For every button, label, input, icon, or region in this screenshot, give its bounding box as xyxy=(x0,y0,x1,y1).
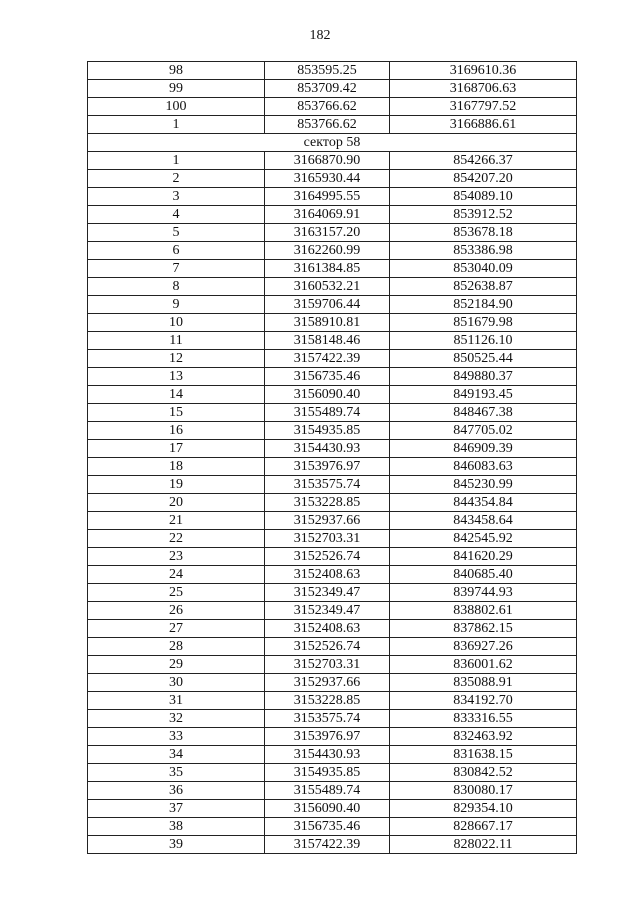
coordinate-b-cell: 844354.84 xyxy=(390,494,577,512)
coordinate-b-cell: 830842.52 xyxy=(390,764,577,782)
coordinate-a-cell: 3152349.47 xyxy=(265,602,390,620)
point-number-cell: 99 xyxy=(88,80,265,98)
point-number-cell: 19 xyxy=(88,476,265,494)
coordinate-b-cell: 852638.87 xyxy=(390,278,577,296)
table-row xyxy=(88,818,577,836)
coordinate-b-cell: 3167797.52 xyxy=(390,98,577,116)
point-number-cell: 28 xyxy=(88,638,265,656)
coordinate-a-cell: 3152703.31 xyxy=(265,656,390,674)
point-number-cell: 27 xyxy=(88,620,265,638)
table-row xyxy=(88,350,577,368)
coordinate-b-cell: 840685.40 xyxy=(390,566,577,584)
point-number-cell: 15 xyxy=(88,404,265,422)
coordinate-b-cell: 837862.15 xyxy=(390,620,577,638)
coordinate-a-cell: 3152408.63 xyxy=(265,566,390,584)
coordinate-b-cell: 846909.39 xyxy=(390,440,577,458)
point-number-cell: 5 xyxy=(88,224,265,242)
table-row xyxy=(88,314,577,332)
coordinate-a-cell: 3152703.31 xyxy=(265,530,390,548)
coordinate-a-cell: 3152526.74 xyxy=(265,548,390,566)
point-number-cell: 23 xyxy=(88,548,265,566)
point-number-cell: 100 xyxy=(88,98,265,116)
coordinate-a-cell: 853709.42 xyxy=(265,80,390,98)
coordinate-a-cell: 3153228.85 xyxy=(265,494,390,512)
point-number-cell: 33 xyxy=(88,728,265,746)
section-title: сектор 58 xyxy=(88,134,577,152)
table-row xyxy=(88,710,577,728)
table-row xyxy=(88,692,577,710)
table-row xyxy=(88,566,577,584)
coordinate-a-cell: 3152526.74 xyxy=(265,638,390,656)
table-row xyxy=(88,620,577,638)
point-number-cell: 12 xyxy=(88,350,265,368)
coordinate-b-cell: 831638.15 xyxy=(390,746,577,764)
table-row xyxy=(88,458,577,476)
coordinate-a-cell: 3154430.93 xyxy=(265,440,390,458)
point-number-cell: 37 xyxy=(88,800,265,818)
page-number: 182 xyxy=(309,28,331,43)
point-number-cell: 9 xyxy=(88,296,265,314)
table-row xyxy=(88,530,577,548)
point-number-cell: 22 xyxy=(88,530,265,548)
coordinate-b-cell: 839744.93 xyxy=(390,584,577,602)
point-number-cell: 21 xyxy=(88,512,265,530)
table-row xyxy=(88,782,577,800)
point-number-cell: 29 xyxy=(88,656,265,674)
coordinate-b-cell: 854207.20 xyxy=(390,170,577,188)
table-row xyxy=(88,728,577,746)
coordinate-a-cell: 853595.25 xyxy=(265,62,390,80)
coordinate-b-cell: 851679.98 xyxy=(390,314,577,332)
table-row xyxy=(88,548,577,566)
coordinate-b-cell: 846083.63 xyxy=(390,458,577,476)
coordinate-b-cell: 3166886.61 xyxy=(390,116,577,134)
coordinate-a-cell: 3152349.47 xyxy=(265,584,390,602)
coordinate-a-cell: 3164069.91 xyxy=(265,206,390,224)
coordinate-a-cell: 3164995.55 xyxy=(265,188,390,206)
table-row xyxy=(88,836,577,854)
coordinate-b-cell: 853386.98 xyxy=(390,242,577,260)
point-number-cell: 6 xyxy=(88,242,265,260)
coordinate-a-cell: 853766.62 xyxy=(265,98,390,116)
coordinate-a-cell: 3157422.39 xyxy=(265,836,390,854)
table-row xyxy=(88,584,577,602)
point-number-cell: 36 xyxy=(88,782,265,800)
coordinate-a-cell: 3154935.85 xyxy=(265,422,390,440)
table-row xyxy=(88,764,577,782)
coordinate-a-cell: 3162260.99 xyxy=(265,242,390,260)
coordinate-b-cell: 853678.18 xyxy=(390,224,577,242)
coordinate-a-cell: 3154430.93 xyxy=(265,746,390,764)
table-row xyxy=(88,440,577,458)
table-row xyxy=(88,368,577,386)
point-number-cell: 32 xyxy=(88,710,265,728)
coordinate-b-cell: 853912.52 xyxy=(390,206,577,224)
coordinate-b-cell: 842545.92 xyxy=(390,530,577,548)
coordinate-a-cell: 3163157.20 xyxy=(265,224,390,242)
coordinate-b-cell: 843458.64 xyxy=(390,512,577,530)
coordinate-b-cell: 849880.37 xyxy=(390,368,577,386)
table-row xyxy=(88,170,577,188)
coordinate-a-cell: 853766.62 xyxy=(265,116,390,134)
coordinate-b-cell: 848467.38 xyxy=(390,404,577,422)
coordinate-a-cell: 3153575.74 xyxy=(265,476,390,494)
coordinate-a-cell: 3154935.85 xyxy=(265,764,390,782)
point-number-cell: 35 xyxy=(88,764,265,782)
coordinate-a-cell: 3158910.81 xyxy=(265,314,390,332)
table-row xyxy=(88,602,577,620)
coordinate-b-cell: 845230.99 xyxy=(390,476,577,494)
coordinate-a-cell: 3155489.74 xyxy=(265,404,390,422)
table-row xyxy=(88,296,577,314)
point-number-cell: 1 xyxy=(88,152,265,170)
point-number-cell: 10 xyxy=(88,314,265,332)
coordinate-b-cell: 833316.55 xyxy=(390,710,577,728)
coordinate-a-cell: 3156090.40 xyxy=(265,386,390,404)
table-row xyxy=(88,98,577,116)
coordinate-b-cell: 850525.44 xyxy=(390,350,577,368)
coordinate-b-cell: 854089.10 xyxy=(390,188,577,206)
point-number-cell: 14 xyxy=(88,386,265,404)
coordinate-b-cell: 836927.26 xyxy=(390,638,577,656)
coordinate-a-cell: 3160532.21 xyxy=(265,278,390,296)
coordinate-b-cell: 830080.17 xyxy=(390,782,577,800)
point-number-cell: 38 xyxy=(88,818,265,836)
coordinate-b-cell: 835088.91 xyxy=(390,674,577,692)
coordinate-a-cell: 3153976.97 xyxy=(265,458,390,476)
table-row xyxy=(88,206,577,224)
table-row xyxy=(88,62,577,80)
table-row xyxy=(88,116,577,134)
coordinate-a-cell: 3153228.85 xyxy=(265,692,390,710)
table-row xyxy=(88,224,577,242)
coordinate-a-cell: 3165930.44 xyxy=(265,170,390,188)
point-number-cell: 16 xyxy=(88,422,265,440)
coordinate-b-cell: 841620.29 xyxy=(390,548,577,566)
table-row xyxy=(88,476,577,494)
table-row xyxy=(88,404,577,422)
table-row xyxy=(88,260,577,278)
coordinate-b-cell: 829354.10 xyxy=(390,800,577,818)
table-row xyxy=(88,638,577,656)
point-number-cell: 8 xyxy=(88,278,265,296)
coordinate-b-cell: 853040.09 xyxy=(390,260,577,278)
table-row xyxy=(88,674,577,692)
table-row xyxy=(88,152,577,170)
coordinate-a-cell: 3152408.63 xyxy=(265,620,390,638)
point-number-cell: 1 xyxy=(88,116,265,134)
point-number-cell: 24 xyxy=(88,566,265,584)
point-number-cell: 30 xyxy=(88,674,265,692)
coordinate-a-cell: 3156090.40 xyxy=(265,800,390,818)
table-row xyxy=(88,278,577,296)
point-number-cell: 98 xyxy=(88,62,265,80)
coordinate-a-cell: 3153976.97 xyxy=(265,728,390,746)
coordinate-b-cell: 3168706.63 xyxy=(390,80,577,98)
section-header-row xyxy=(88,134,577,152)
coordinate-b-cell: 854266.37 xyxy=(390,152,577,170)
point-number-cell: 26 xyxy=(88,602,265,620)
table-row xyxy=(88,80,577,98)
table-row xyxy=(88,494,577,512)
coordinate-b-cell: 832463.92 xyxy=(390,728,577,746)
coordinates-table xyxy=(87,61,577,854)
point-number-cell: 2 xyxy=(88,170,265,188)
point-number-cell: 13 xyxy=(88,368,265,386)
table-row xyxy=(88,746,577,764)
table-row xyxy=(88,332,577,350)
coordinate-b-cell: 836001.62 xyxy=(390,656,577,674)
point-number-cell: 17 xyxy=(88,440,265,458)
point-number-cell: 18 xyxy=(88,458,265,476)
coordinate-a-cell: 3157422.39 xyxy=(265,350,390,368)
coordinate-a-cell: 3156735.46 xyxy=(265,368,390,386)
point-number-cell: 4 xyxy=(88,206,265,224)
point-number-cell: 20 xyxy=(88,494,265,512)
table-row xyxy=(88,242,577,260)
point-number-cell: 25 xyxy=(88,584,265,602)
table-row xyxy=(88,188,577,206)
point-number-cell: 34 xyxy=(88,746,265,764)
coordinate-b-cell: 852184.90 xyxy=(390,296,577,314)
coordinate-b-cell: 3169610.36 xyxy=(390,62,577,80)
coordinate-a-cell: 3155489.74 xyxy=(265,782,390,800)
coordinate-b-cell: 851126.10 xyxy=(390,332,577,350)
table-row xyxy=(88,656,577,674)
coordinate-a-cell: 3161384.85 xyxy=(265,260,390,278)
coordinate-b-cell: 834192.70 xyxy=(390,692,577,710)
coordinates-table-body xyxy=(88,62,577,854)
coordinate-b-cell: 828022.11 xyxy=(390,836,577,854)
table-row xyxy=(88,422,577,440)
coordinate-a-cell: 3152937.66 xyxy=(265,512,390,530)
point-number-cell: 7 xyxy=(88,260,265,278)
coordinate-a-cell: 3152937.66 xyxy=(265,674,390,692)
point-number-cell: 3 xyxy=(88,188,265,206)
coordinate-a-cell: 3166870.90 xyxy=(265,152,390,170)
point-number-cell: 31 xyxy=(88,692,265,710)
point-number-cell: 11 xyxy=(88,332,265,350)
coordinate-a-cell: 3153575.74 xyxy=(265,710,390,728)
coordinate-a-cell: 3159706.44 xyxy=(265,296,390,314)
table-row xyxy=(88,512,577,530)
coordinate-b-cell: 828667.17 xyxy=(390,818,577,836)
table-row xyxy=(88,386,577,404)
point-number-cell: 39 xyxy=(88,836,265,854)
coordinate-b-cell: 847705.02 xyxy=(390,422,577,440)
coordinate-a-cell: 3156735.46 xyxy=(265,818,390,836)
table-row xyxy=(88,800,577,818)
coordinate-b-cell: 849193.45 xyxy=(390,386,577,404)
coordinate-a-cell: 3158148.46 xyxy=(265,332,390,350)
coordinate-b-cell: 838802.61 xyxy=(390,602,577,620)
